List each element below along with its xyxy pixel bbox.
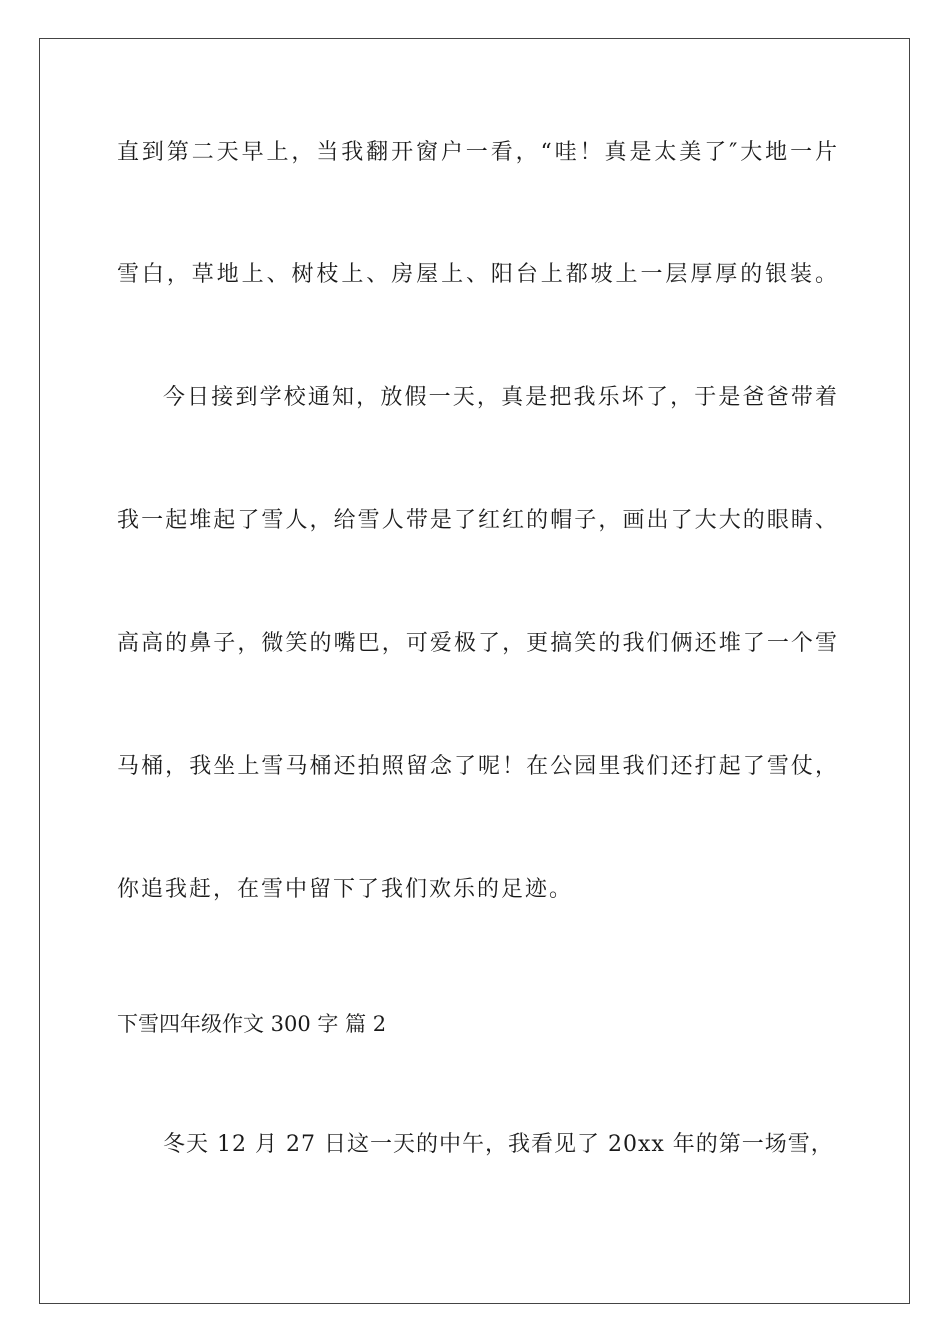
paragraph-line: 高高的鼻子，微笑的嘴巴，可爱极了，更搞笑的我们俩还堆了一个雪 <box>117 631 837 656</box>
paragraph-line: 我一起堆起了雪人，给雪人带是了红红的帽子，画出了大大的眼睛、 <box>117 508 837 533</box>
paragraph-line: 今日接到学校通知，放假一天，真是把我乐坏了，于是爸爸带着 <box>163 385 837 410</box>
paragraph-line: 雪白，草地上、树枝上、房屋上、阳台上都坡上一层厚厚的银装。 <box>117 262 837 287</box>
page-frame <box>39 38 910 1304</box>
section-heading: 下雪四年级作文 300 字 篇 2 <box>117 1012 387 1036</box>
paragraph-line: 冬天 12 月 27 日这一天的中午，我看见了 20xx 年的第一场雪， <box>163 1132 834 1157</box>
paragraph-line: 你追我赶，在雪中留下了我们欢乐的足迹。 <box>117 877 574 902</box>
paragraph-line: 直到第二天早上，当我翻开窗户一看，“哇！真是太美了″大地一片 <box>117 140 837 165</box>
paragraph-line: 马桶，我坐上雪马桶还拍照留念了呢！在公园里我们还打起了雪仗， <box>117 754 837 779</box>
